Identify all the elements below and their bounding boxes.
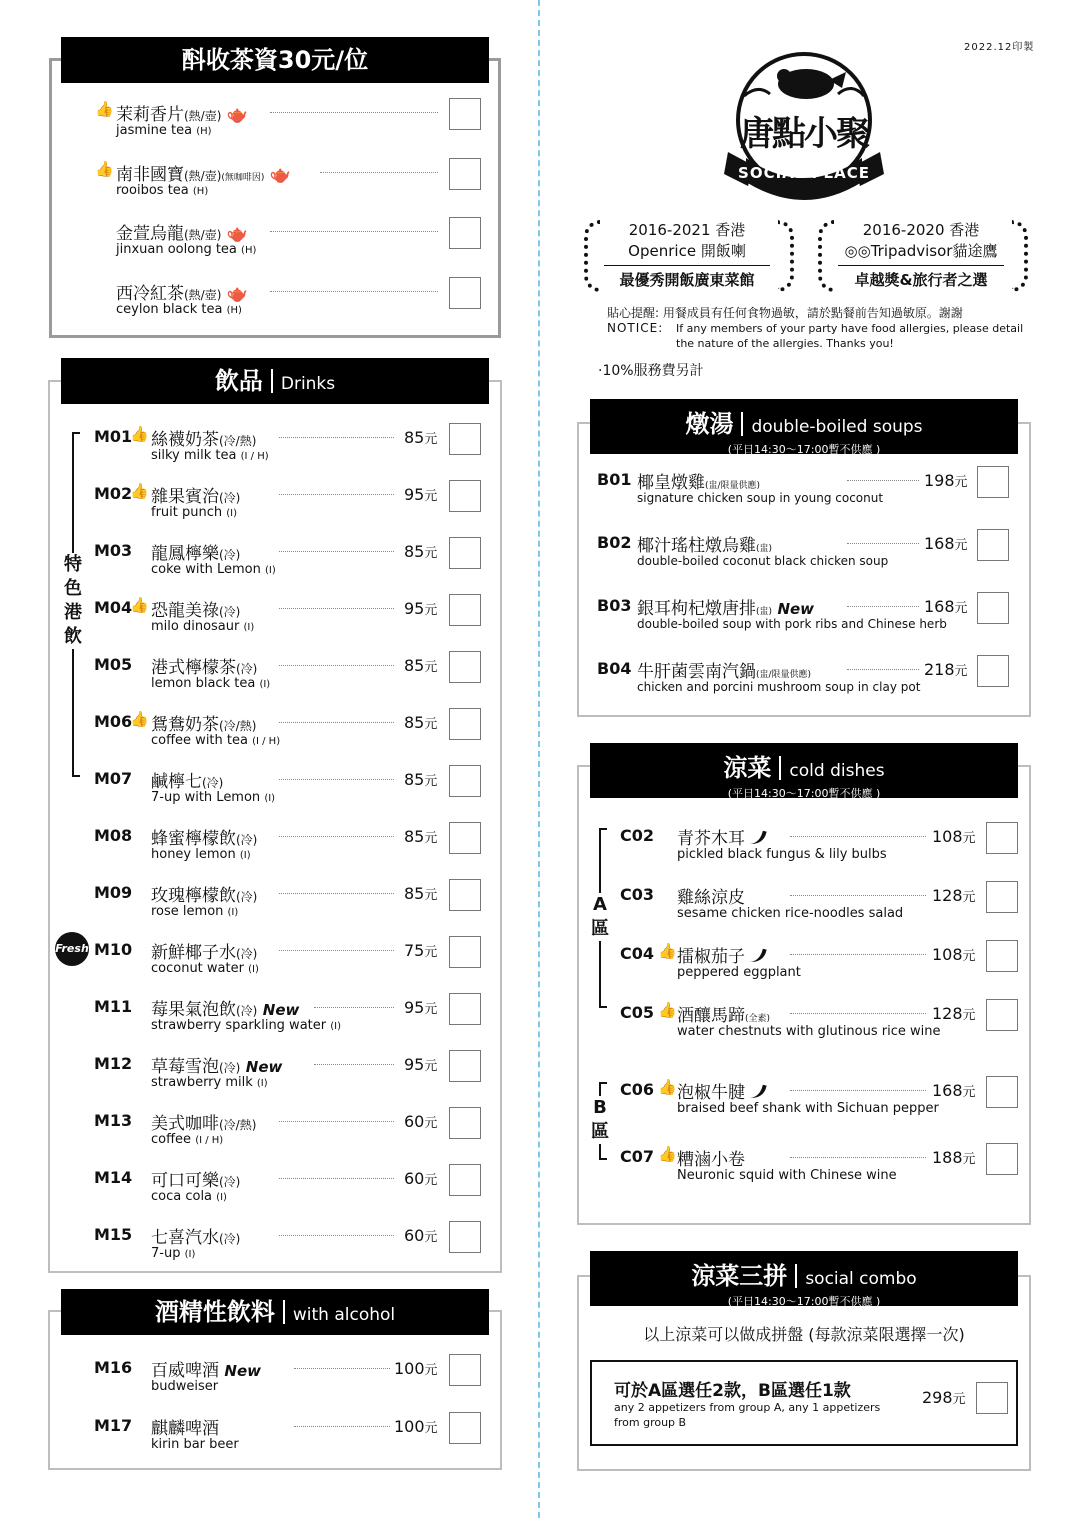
- item-name-en: fruit punch (I): [151, 505, 238, 520]
- order-checkbox[interactable]: [977, 655, 1009, 687]
- combo-description: 以上涼菜可以做成拼盤 (每款涼菜限選擇一次): [643, 1325, 965, 1344]
- item-code: M06: [94, 712, 133, 731]
- leader-dots: [279, 950, 394, 951]
- soup-item: [597, 529, 1013, 577]
- item-price: 108元: [932, 945, 976, 964]
- item-name: 椰汁瑤柱燉烏雞(盅): [637, 536, 773, 556]
- leader-dots: [279, 1235, 394, 1236]
- item-price: 100元: [394, 1417, 438, 1436]
- order-checkbox[interactable]: [986, 822, 1018, 854]
- cold-dish-item: [620, 999, 1022, 1047]
- leader-dots: [847, 480, 919, 481]
- laurel-right-icon: [778, 220, 794, 292]
- item-code: C03: [620, 885, 655, 904]
- award-divider: [838, 265, 1004, 266]
- notice-zh: 貼心提醒: 用餐成員有任何食物過敏，請於點餐前告知過敏原。謝謝: [607, 306, 963, 320]
- teapot-icon: 🫖: [226, 284, 248, 304]
- order-checkbox[interactable]: [449, 993, 481, 1025]
- notice-en-1: If any members of your party have food allergies, please detail: [676, 322, 1024, 335]
- group-bracket-cap: [599, 1006, 607, 1008]
- item-price: 218元: [924, 660, 968, 679]
- item-price: 168元: [924, 534, 968, 553]
- teapot-icon: 🫖: [226, 105, 248, 125]
- item-name-en: strawberry sparkling water (I): [151, 1018, 342, 1033]
- item-code: M12: [94, 1054, 133, 1073]
- group-bracket-cap: [599, 1158, 607, 1160]
- group-bracket-cap: [72, 432, 80, 434]
- order-checkbox[interactable]: [449, 1221, 481, 1253]
- combo-rule-en-1: any 2 appetizers from group A, any 1 appetizers: [614, 1401, 881, 1414]
- item-price: 128元: [932, 886, 976, 905]
- order-checkbox[interactable]: [449, 98, 481, 130]
- award-tripadvisor-title: 卓越獎&旅行者之選: [854, 271, 988, 289]
- leader-dots: [279, 551, 394, 552]
- tea-header: [61, 37, 489, 83]
- soup-item: [597, 655, 1013, 703]
- item-code: C02: [620, 826, 655, 845]
- item-price: 75元: [404, 941, 438, 960]
- order-checkbox[interactable]: [449, 217, 481, 249]
- item-code: B01: [597, 470, 632, 489]
- item-name: 銀耳枸杞燉唐排(盅) New: [637, 599, 815, 619]
- item-code: M10: [94, 940, 133, 959]
- item-name-en: budweiser: [151, 1379, 219, 1394]
- alcohol-item: [94, 1354, 486, 1402]
- brand-name-en: SOCIAL PLACE: [738, 164, 870, 182]
- item-price: 108元: [932, 827, 976, 846]
- cold-title-zh: 涼菜: [723, 754, 772, 782]
- thumbs-up-icon: 👍: [658, 1078, 677, 1096]
- item-name: 雜果賓治(冷): [151, 487, 241, 507]
- item-name-en: Neuronic squid with Chinese wine: [677, 1168, 897, 1183]
- tea-item: [95, 217, 485, 265]
- drink-item: [94, 822, 486, 870]
- leader-dots: [279, 608, 394, 609]
- tea-item: [95, 98, 485, 146]
- item-price: 85元: [404, 656, 438, 675]
- item-price: 85元: [404, 770, 438, 789]
- group-bracket-cap: [72, 775, 80, 777]
- order-checkbox[interactable]: [449, 708, 481, 740]
- drink-item: [94, 879, 486, 927]
- thumbs-up-icon: 👍: [130, 710, 149, 728]
- item-code: M16: [94, 1358, 133, 1377]
- drinks-header: [61, 358, 489, 404]
- notice-en-label: NOTICE:: [607, 321, 664, 335]
- item-name: 蜂蜜檸檬飲(冷): [151, 829, 258, 849]
- drink-item: [94, 537, 486, 585]
- leader-dots: [270, 291, 438, 292]
- chili-pepper-icon: [745, 827, 767, 847]
- award-tripadvisor-line: ◎◎Tripadvisor貓途鷹: [844, 242, 998, 260]
- thumbs-up-icon: 👍: [658, 1145, 677, 1163]
- item-price: 168元: [932, 1081, 976, 1100]
- leader-dots: [790, 1090, 926, 1091]
- soups-title-zh: 燉湯: [685, 410, 734, 438]
- combo-rule-zh: 可於A區選任2款，B區選任1款: [614, 1381, 851, 1401]
- item-name: 麒麟啤酒: [151, 1419, 219, 1439]
- item-name: 新鮮椰子水(冷): [151, 943, 258, 963]
- leader-dots: [279, 722, 394, 723]
- tea-name: 茉莉香片(熱/壺) 🫖: [116, 105, 248, 125]
- thumbs-up-icon: 👍: [95, 100, 114, 118]
- order-checkbox[interactable]: [449, 936, 481, 968]
- order-checkbox[interactable]: [449, 822, 481, 854]
- item-code: M17: [94, 1416, 133, 1435]
- item-name-en: silky milk tea (I / H): [151, 448, 269, 463]
- combo-hours: (平日14:30～17:00暫不供應 ): [727, 1295, 881, 1308]
- leader-dots: [320, 172, 438, 173]
- award-openrice-years: 2016-2021 香港: [628, 221, 746, 239]
- soup-item: [597, 466, 1013, 514]
- item-name-en: coca cola (I): [151, 1189, 227, 1204]
- alcohol-title-en: with alcohol: [292, 1305, 396, 1325]
- leader-dots: [314, 1007, 394, 1008]
- order-checkbox[interactable]: [986, 999, 1018, 1031]
- teapot-icon: 🫖: [226, 224, 248, 244]
- fresh-badge: Fresh: [55, 932, 89, 966]
- tea-name-en: jasmine tea (H): [116, 123, 212, 138]
- thumbs-up-icon: 👍: [130, 482, 149, 500]
- item-price: 128元: [932, 1004, 976, 1023]
- cold-hours: (平日14:30～17:00暫不供應 ): [727, 787, 881, 800]
- combo-title-en: social combo: [805, 1269, 917, 1289]
- drink-item: [94, 708, 486, 756]
- item-price: 100元: [394, 1359, 438, 1378]
- item-price: 95元: [404, 1055, 438, 1074]
- item-name: 牛肝菌雲南汽鍋(盅/限量供應): [637, 662, 812, 682]
- item-code: C04: [620, 944, 655, 963]
- order-checkbox[interactable]: [449, 1164, 481, 1196]
- leader-dots: [279, 779, 394, 780]
- item-code: M09: [94, 883, 133, 902]
- tea-name: 西冷紅茶(熱/壺) 🫖: [116, 284, 248, 304]
- drink-item: [94, 993, 486, 1041]
- order-checkbox[interactable]: [977, 529, 1009, 561]
- order-checkbox[interactable]: [977, 466, 1009, 498]
- drink-item: [94, 1107, 486, 1155]
- soups-header: [590, 399, 1018, 454]
- item-name: 青芥木耳: [677, 824, 765, 849]
- item-code: C05: [620, 1003, 655, 1022]
- teapot-icon: 🫖: [269, 165, 292, 185]
- item-name-en: sesame chicken rice-noodles salad: [677, 906, 904, 921]
- order-checkbox[interactable]: [986, 881, 1018, 913]
- item-price: 85元: [404, 542, 438, 561]
- item-price: 168元: [924, 597, 968, 616]
- order-checkbox[interactable]: [449, 277, 481, 309]
- item-code: M08: [94, 826, 133, 845]
- item-code: M05: [94, 655, 133, 674]
- group-bracket-cap: [599, 828, 607, 830]
- leader-dots: [270, 112, 438, 113]
- item-name: 糟滷小卷: [677, 1150, 745, 1170]
- leader-dots: [847, 669, 919, 670]
- order-checkbox[interactable]: [449, 594, 481, 626]
- drink-item: [94, 423, 486, 471]
- service-charge-note: ·10%服務費另計: [598, 363, 704, 379]
- leader-dots: [279, 494, 394, 495]
- award-openrice-title: 最優秀開飯廣東菜館: [619, 271, 755, 289]
- item-name-en: coconut water (I): [151, 961, 259, 976]
- leader-dots: [279, 1121, 394, 1122]
- item-code: C06: [620, 1080, 655, 1099]
- order-checkbox[interactable]: [449, 1412, 481, 1444]
- item-price: 85元: [404, 827, 438, 846]
- item-name-en: peppered eggplant: [677, 965, 801, 980]
- combo-price: 298元: [922, 1388, 966, 1407]
- item-code: C07: [620, 1147, 655, 1166]
- leader-dots: [314, 1064, 394, 1065]
- cold-title-en: cold dishes: [789, 761, 885, 781]
- drink-item: [94, 936, 486, 984]
- brand-name-zh: 唐點小聚: [740, 114, 868, 154]
- owl-icon: ◎◎: [844, 242, 871, 260]
- award-tripadvisor: [834, 219, 1008, 290]
- item-price: 60元: [404, 1169, 438, 1188]
- item-name: 絲襪奶茶(冷/熱): [151, 430, 257, 450]
- item-name: 可口可樂(冷): [151, 1171, 241, 1191]
- leader-dots: [790, 1157, 926, 1158]
- item-name: 七喜汽水(冷): [151, 1228, 241, 1248]
- item-name: 莓果氣泡飲(冷) New: [151, 1000, 300, 1020]
- thumbs-up-icon: 👍: [130, 425, 149, 443]
- leader-dots: [790, 836, 926, 837]
- item-code: M07: [94, 769, 133, 788]
- combo-header: [590, 1251, 1018, 1306]
- soups-hours: (平日14:30～17:00暫不供應 ): [727, 443, 881, 456]
- drinks-title-en: Drinks: [280, 374, 336, 394]
- order-checkbox[interactable]: [449, 651, 481, 683]
- order-checkbox[interactable]: [449, 423, 481, 455]
- leader-dots: [279, 893, 394, 894]
- leader-dots: [279, 1178, 394, 1179]
- item-name-en: 7-up (I): [151, 1246, 196, 1261]
- item-price: 85元: [404, 428, 438, 447]
- group-a-label: A區: [591, 894, 609, 939]
- tea-name-en: jinxuan oolong tea (H): [116, 242, 257, 257]
- item-name: 百威啤酒 New: [151, 1361, 261, 1381]
- order-checkbox[interactable]: [449, 537, 481, 569]
- new-tag: New: [245, 1058, 283, 1076]
- thumbs-up-icon: 👍: [658, 1001, 677, 1019]
- tea-name: 南非國寶(熱/壺)(無咖啡因) 🫖: [116, 165, 292, 185]
- brand-logo: [724, 48, 884, 208]
- leader-dots: [279, 836, 394, 837]
- leader-dots: [279, 437, 394, 438]
- order-checkbox[interactable]: [449, 879, 481, 911]
- item-name-en: chicken and porcini mushroom soup in clay pot: [637, 680, 921, 694]
- cold-dish-item: [620, 1076, 1022, 1124]
- item-price: 85元: [404, 884, 438, 903]
- item-name: 泡椒牛腱: [677, 1078, 765, 1103]
- signature-drinks-label: 特色港飲: [64, 554, 82, 647]
- leader-dots: [790, 1013, 926, 1014]
- item-code: B04: [597, 659, 632, 678]
- item-name-en: pickled black fungus & lily bulbs: [677, 847, 887, 862]
- soups-title-en: double-boiled soups: [751, 417, 923, 437]
- item-name: 港式檸檬茶(冷): [151, 658, 258, 678]
- order-checkbox[interactable]: [449, 765, 481, 797]
- leader-dots: [294, 1368, 390, 1369]
- item-code: B02: [597, 533, 632, 552]
- item-code: M02: [94, 484, 133, 503]
- drink-item: [94, 1221, 486, 1269]
- item-name: 玫瑰檸檬飲(冷): [151, 886, 258, 906]
- award-tripadvisor-years: 2016-2020 香港: [862, 221, 980, 239]
- laurel-left-icon: [584, 220, 600, 292]
- item-name-en: honey lemon (I): [151, 847, 251, 862]
- order-checkbox[interactable]: [986, 1143, 1018, 1175]
- order-checkbox[interactable]: [977, 592, 1009, 624]
- item-price: 198元: [924, 471, 968, 490]
- item-name-en: braised beef shank with Sichuan pepper: [677, 1101, 939, 1116]
- drink-item: [94, 480, 486, 528]
- soup-item: [597, 592, 1013, 640]
- laurel-left-icon: [818, 220, 834, 292]
- cold-dish-item: [620, 881, 1022, 929]
- drink-item: [94, 1164, 486, 1212]
- item-name-en: double-boiled soup with pork ribs and Chinese herb: [637, 617, 947, 631]
- center-fold-line: [538, 0, 540, 1518]
- item-code: B03: [597, 596, 632, 615]
- drink-item: [94, 594, 486, 642]
- item-price: 188元: [932, 1148, 976, 1167]
- item-name-en: water chestnuts with glutinous rice wine: [677, 1024, 941, 1039]
- item-name: 美式咖啡(冷/熱): [151, 1114, 257, 1134]
- item-name-en: coffee with tea (I / H): [151, 733, 281, 748]
- item-name-en: coffee (I / H): [151, 1132, 224, 1147]
- cold-dish-item: [620, 822, 1022, 870]
- item-name-en: rose lemon (I): [151, 904, 239, 919]
- chili-pepper-icon: [745, 945, 767, 965]
- order-checkbox[interactable]: [986, 1076, 1018, 1108]
- item-name-en: double-boiled coconut black chicken soup: [637, 554, 889, 568]
- tea-item: [95, 158, 485, 206]
- new-tag: New: [224, 1362, 261, 1380]
- leader-dots: [847, 606, 919, 607]
- thumbs-up-icon: 👍: [658, 942, 677, 960]
- item-price: 95元: [404, 485, 438, 504]
- item-name: 酒釀馬蹄(全素): [677, 1006, 771, 1026]
- item-name-en: 7-up with Lemon (I): [151, 790, 276, 805]
- print-date: 2022.12印製: [964, 42, 1035, 53]
- item-name-en: kirin bar beer: [151, 1437, 239, 1452]
- item-price: 60元: [404, 1226, 438, 1245]
- item-name: 擂椒茄子: [677, 942, 765, 967]
- notice-en-2: the nature of the allergies. Thanks you!: [676, 337, 894, 350]
- order-checkbox[interactable]: [449, 1050, 481, 1082]
- item-code: M11: [94, 997, 133, 1016]
- award-divider: [604, 265, 770, 266]
- order-checkbox[interactable]: [449, 158, 481, 190]
- item-name: 椰皇燉雞(盅/限量供應): [637, 473, 761, 493]
- group-bracket-cap: [599, 1082, 607, 1084]
- combo-rule-en-2: from group B: [614, 1416, 687, 1429]
- alcohol-header: [61, 1289, 489, 1335]
- drink-item: [94, 1050, 486, 1098]
- order-checkbox[interactable]: [449, 480, 481, 512]
- item-name: 草莓雪泡(冷) New: [151, 1057, 283, 1077]
- leader-dots: [279, 665, 394, 666]
- item-price: 95元: [404, 998, 438, 1017]
- item-code: M01: [94, 427, 133, 446]
- item-code: M04: [94, 598, 133, 617]
- alcohol-title-zh: 酒精性飲料: [154, 1298, 275, 1326]
- combo-title-zh: 涼菜三拼: [691, 1262, 788, 1290]
- thumbs-up-icon: 👍: [130, 596, 149, 614]
- item-code: M13: [94, 1111, 133, 1130]
- item-name: 雞絲涼皮: [677, 888, 745, 908]
- item-name: 恐龍美祿(冷): [151, 601, 241, 621]
- order-checkbox[interactable]: [986, 940, 1018, 972]
- item-name: 鹹檸七(冷): [151, 772, 224, 792]
- new-tag: New: [777, 600, 815, 618]
- order-checkbox[interactable]: [976, 1382, 1008, 1414]
- item-name: 龍鳳檸樂(冷): [151, 544, 241, 564]
- tea-name: 金萱烏龍(熱/壺) 🫖: [116, 224, 248, 244]
- leader-dots: [790, 954, 926, 955]
- item-code: M03: [94, 541, 133, 560]
- new-tag: New: [262, 1001, 300, 1019]
- drink-item: [94, 765, 486, 813]
- tea-name-en: ceylon black tea (H): [116, 302, 242, 317]
- item-name-en: milo dinosaur (I): [151, 619, 255, 634]
- drink-item: [94, 651, 486, 699]
- item-price: 60元: [404, 1112, 438, 1131]
- order-checkbox[interactable]: [449, 1354, 481, 1386]
- item-name: 鴛鴦奶茶(冷/熱): [151, 715, 257, 735]
- item-price: 85元: [404, 713, 438, 732]
- cold-dish-item: [620, 940, 1022, 988]
- alcohol-item: [94, 1412, 486, 1460]
- item-code: M15: [94, 1225, 133, 1244]
- item-name-en: signature chicken soup in young coconut: [637, 491, 884, 505]
- tea-item: [95, 277, 485, 325]
- cold-dish-item: [620, 1143, 1022, 1191]
- drinks-title-zh: 飲品: [214, 367, 263, 395]
- thumbs-up-icon: 👍: [95, 160, 114, 178]
- order-checkbox[interactable]: [449, 1107, 481, 1139]
- tea-name-en: rooibos tea (H): [116, 183, 209, 198]
- group-b-label: B區: [591, 1097, 609, 1142]
- item-price: 95元: [404, 599, 438, 618]
- laurel-right-icon: [1012, 220, 1028, 292]
- leader-dots: [270, 231, 438, 232]
- award-openrice: [600, 219, 774, 290]
- item-name-en: lemon black tea (I): [151, 676, 271, 691]
- leader-dots: [847, 543, 919, 544]
- award-openrice-name: Openrice 開飯喇: [628, 242, 746, 260]
- cold-header: [590, 743, 1018, 798]
- combo-rule-box: [590, 1360, 1018, 1446]
- leader-dots: [790, 895, 926, 896]
- item-name-en: strawberry milk (I): [151, 1075, 268, 1090]
- leader-dots: [294, 1426, 390, 1427]
- chili-pepper-icon: [745, 1081, 767, 1101]
- item-code: M14: [94, 1168, 133, 1187]
- item-name-en: coke with Lemon (I): [151, 562, 276, 577]
- tea-title: 酙收茶資30元/位: [181, 46, 369, 74]
